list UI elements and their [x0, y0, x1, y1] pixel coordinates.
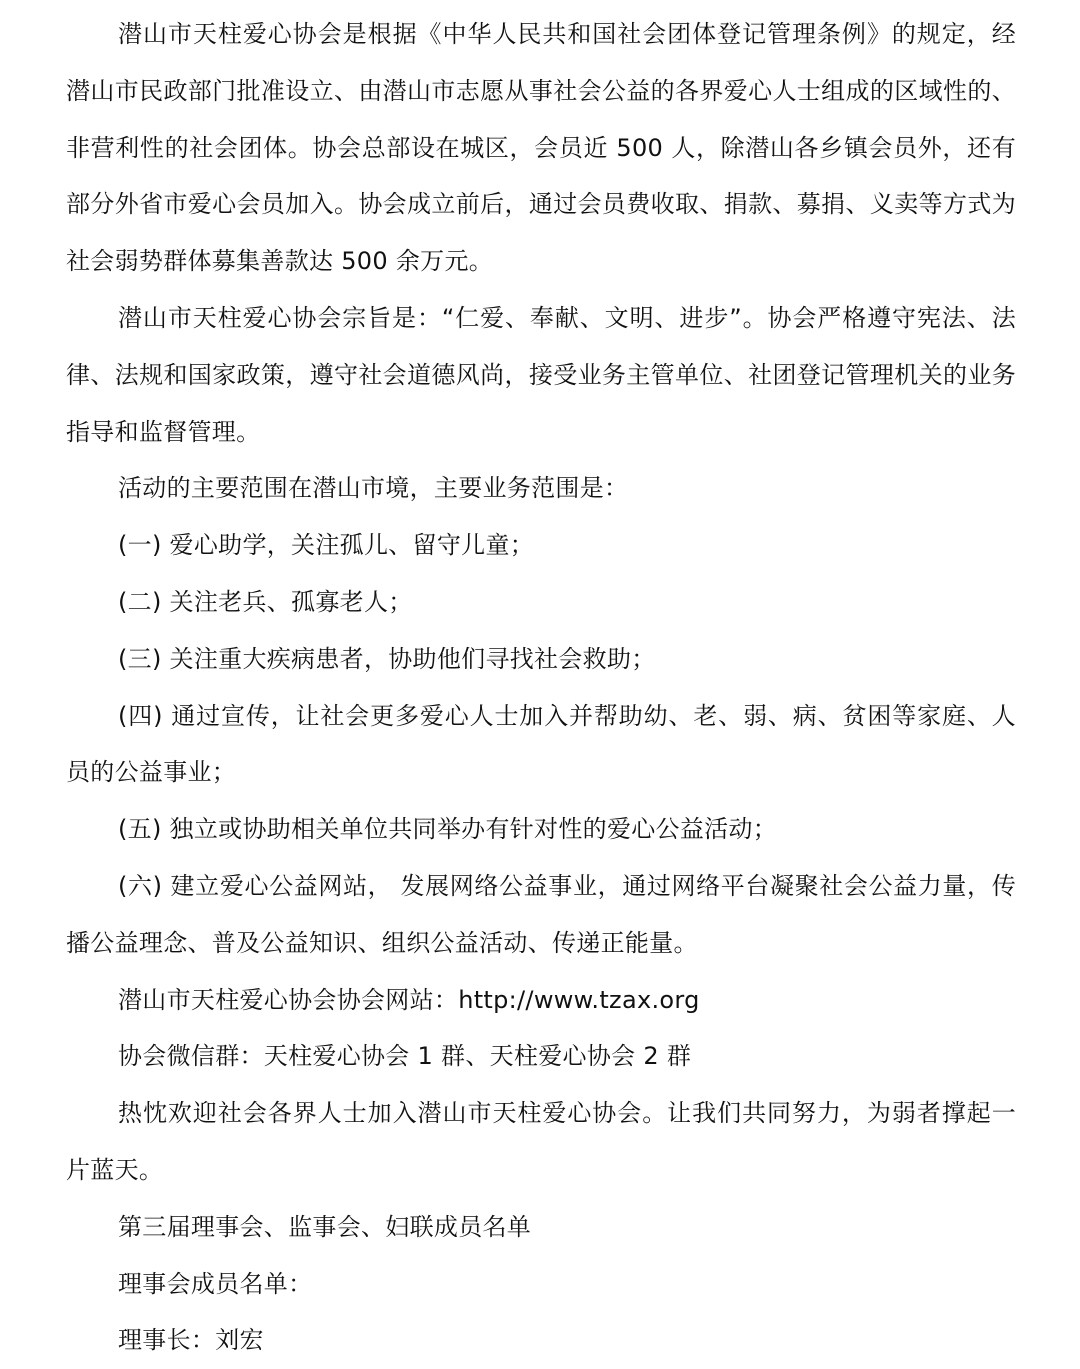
scope-item-2: (二) 关注老兵、孤寡老人；	[118, 587, 413, 616]
scope-item-4: (四) 通过宣传，让社会更多爱心人士加入并帮助幼、老、弱、病、贫困等家庭、人员的公益事业；	[66, 701, 1016, 787]
intro-paragraph: 潜山市天柱爱心协会是根据《中华人民共和国社会团体登记管理条例》的规定，经潜山市民政部门批准设立、由潜山市志愿从事社会公益的各界爱心人士组成的区域性的、非营利性的社会团体。协会总部设在城区，会员近 500 人，除潜山各乡镇会员外，还有部分外省市爱心会员加入。协会成立前后，通过会员费收取、捐款、募捐、义卖等方式为社会弱势群体募集善款达 500 余万元。	[66, 20, 1016, 276]
chairman-line: 理事长：刘宏	[118, 1326, 264, 1355]
scope-item-3: (三) 关注重大疾病患者，协助他们寻找社会救助；	[118, 644, 656, 673]
website-line: 潜山市天柱爱心协会协会网站：http://www.tzax.org	[118, 985, 700, 1014]
scope-item-6: (六) 建立爱心公益网站， 发展网络公益事业，通过网络平台凝聚社会公益力量，传播公益理念、普及公益知识、组织公益活动、传递正能量。	[66, 871, 1016, 957]
scope-intro-paragraph: 活动的主要范围在潜山市境，主要业务范围是：	[118, 474, 629, 503]
document-body	[66, 6, 1016, 1369]
scope-item-1: (一) 爱心助学，关注孤儿、留守儿童；	[118, 531, 535, 560]
wechat-group-line: 协会微信群：天柱爱心协会 1 群、天柱爱心协会 2 群	[118, 1042, 692, 1071]
purpose-paragraph: 潜山市天柱爱心协会宗旨是：“仁爱、奉献、文明、进步”。协会严格遵守宪法、法律、法规和国家政策，遵守社会道德风尚，接受业务主管单位、社团登记管理机关的业务指导和监督管理。	[66, 303, 1016, 446]
council-list-heading: 理事会成员名单：	[118, 1269, 313, 1298]
member-list-heading: 第三届理事会、监事会、妇联成员名单	[118, 1212, 532, 1241]
welcome-paragraph: 热忱欢迎社会各界人士加入潜山市天柱爱心协会。让我们共同努力，为弱者撑起一片蓝天。	[66, 1099, 1016, 1184]
scope-item-5: (五) 独立或协助相关单位共同举办有针对性的爱心公益活动；	[118, 815, 778, 844]
